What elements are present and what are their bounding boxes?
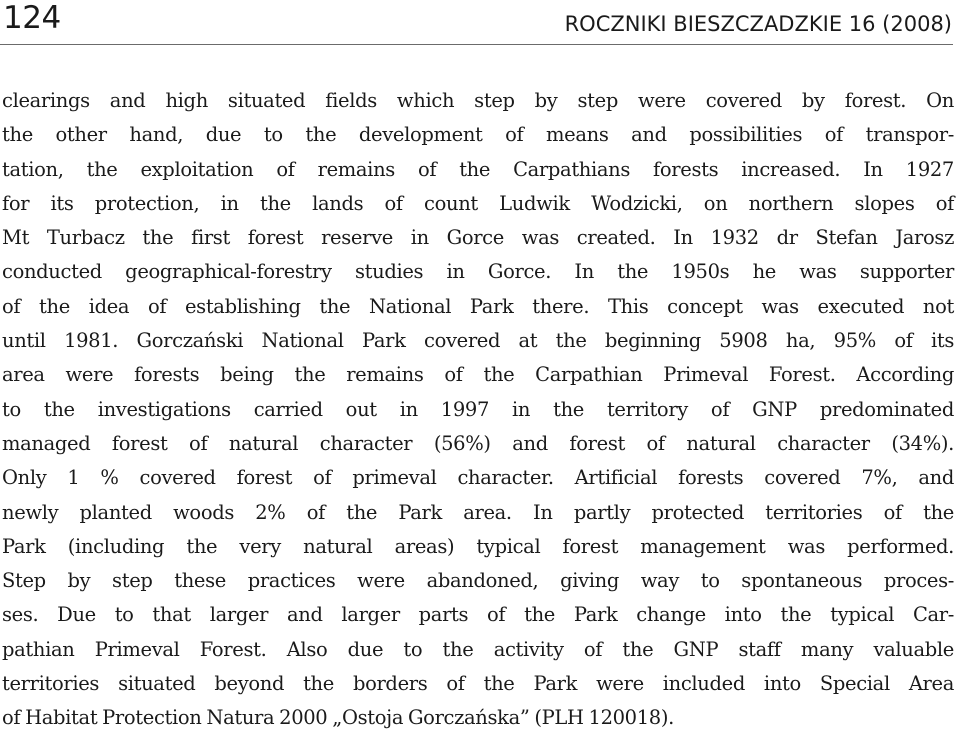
text-line: ses. Due to that larger and larger parts of the Park change into the typical Car- (2, 603, 954, 627)
text-line: of the idea of establishing the National Park there. This concept was executed not (2, 294, 954, 318)
text-line: conducted geographical-forestry studies in Gorce. In the 1950s he was supporter (2, 260, 954, 284)
text-line: for its protection, in the lands of count Ludwik Wodzicki, on northern slopes of (2, 191, 954, 215)
page-header (0, 0, 960, 50)
text-line: Mt Turbacz the first forest reserve in Gorce was created. In 1932 dr Stefan Jarosz (2, 226, 954, 250)
text-line: Park (including the very natural areas) typical forest management was performed. (2, 534, 954, 558)
text-line: the other hand, due to the development of means and possibilities of transpor- (2, 123, 954, 147)
header-rule (0, 44, 953, 45)
text-line: Only 1 % covered forest of primeval character. Artificial forests covered 7%, and (2, 466, 954, 490)
text-line: managed forest of natural character (56%) and forest of natural character (34%). (2, 431, 954, 455)
text-line: pathian Primeval Forest. Also due to the activity of the GNP staff many valuable (2, 637, 954, 661)
text-line: territories situated beyond the borders of the Park were included into Special Area (2, 672, 954, 696)
running-title: ROCZNIKI BIESZCZADZKIE 16 (2008) (564, 12, 952, 36)
text-line: area were forests being the remains of the Carpathian Primeval Forest. According (2, 363, 954, 387)
text-line: of Habitat Protection Natura 2000 „Ostoja Gorczańska” (PLH 120018). (2, 706, 674, 730)
text-line: until 1981. Gorczański National Park covered at the beginning 5908 ha, 95% of its (2, 329, 954, 353)
body-text (2, 84, 954, 736)
text-line: tation, the exploitation of remains of the Carpathians forests increased. In 1927 (2, 157, 954, 181)
text-line: Step by step these practices were abandoned, giving way to spontaneous proces- (2, 569, 954, 593)
text-line: clearings and high situated fields which step by step were covered by forest. On (2, 89, 954, 112)
text-line: to the investigations carried out in 1997 in the territory of GNP predominated (2, 397, 954, 421)
text-line: newly planted woods 2% of the Park area. In partly protected territories of the (2, 500, 954, 524)
page-number: 124 (3, 0, 61, 36)
